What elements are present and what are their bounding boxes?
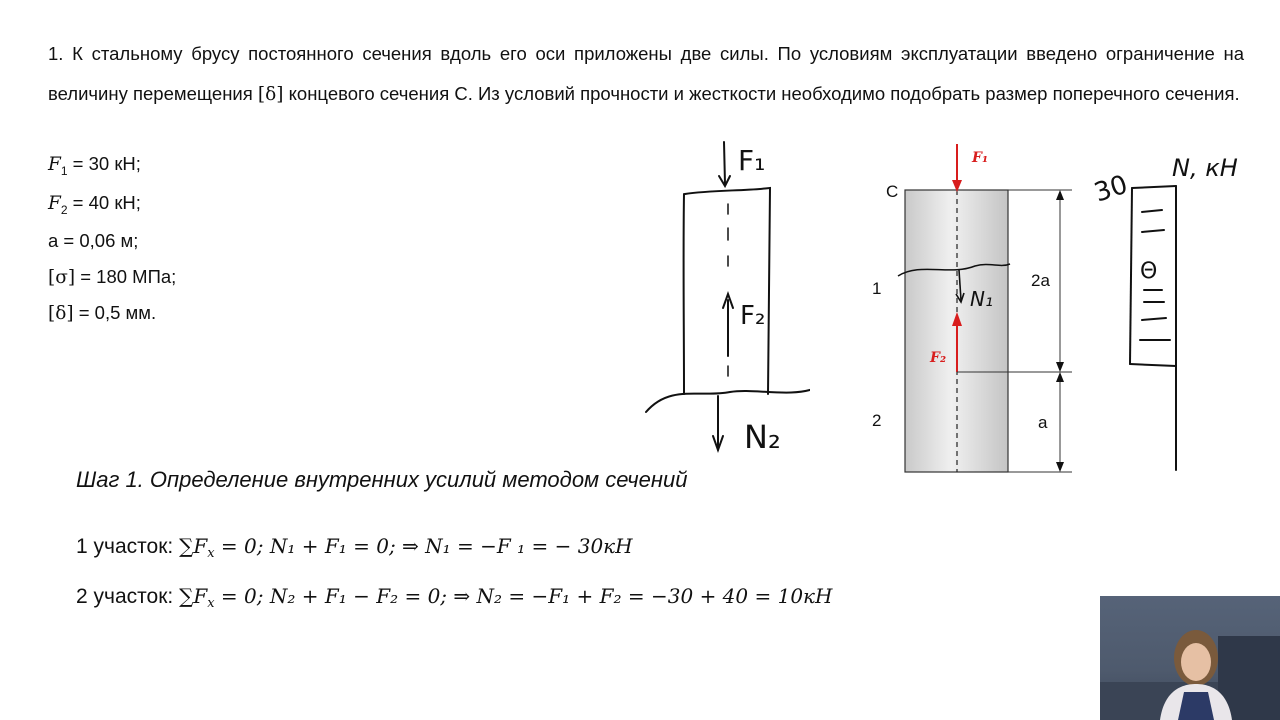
given-delta: [δ] = 0,5 мм. (48, 302, 157, 324)
problem-statement (48, 34, 1244, 114)
diagram-f2-label: F₂ (930, 350, 947, 366)
sketch-f2-label: F₂ (740, 301, 766, 331)
eq2-label: 2 участок: (76, 585, 174, 608)
diagram-f1-label: F₁ (972, 150, 989, 166)
diagram-n1-label: N₁ (970, 287, 993, 311)
section-2-label: 2 (872, 411, 882, 430)
given-values (48, 146, 176, 332)
section-1-label: 1 (872, 279, 882, 298)
given-sigma: [σ] = 180 МПа; (48, 265, 177, 288)
delta-symbol: [δ] (257, 83, 284, 105)
equation-section-2: 2 участок: ∑Fx = 0; N₂ + F₁ − F₂ = 0; ⇒ N₂ = −F₁ + F₂ = −30 + 40 = 10кН (76, 584, 833, 611)
step1-title: Шаг 1. Определение внутренних усилий методом сечений (76, 467, 688, 492)
dimension-2a-label: 2a (1031, 271, 1050, 290)
epure-value-label: 30 (1090, 169, 1132, 209)
presenter-figure (1100, 596, 1280, 720)
hand-sketch-free-body (640, 136, 810, 466)
given-f2: $F_2 = 40$ кН; (48, 191, 141, 217)
point-c-label: C (886, 182, 899, 201)
problem-text-2: концевого сечения С. Из условий прочности и жесткости необходимо подобрать размер поперечного сечения. (288, 82, 1240, 104)
sketch-f1-label: F₁ (738, 144, 766, 177)
epure-sign: Θ (1140, 259, 1158, 284)
given-f1: $F_1 = 30$ кН; (48, 153, 141, 178)
webcam-video-overlay (1100, 596, 1280, 720)
epure-axis-label: N, кН (1172, 154, 1238, 182)
eq1-label: 1 участок: (76, 535, 174, 558)
sketch-n2-label: N₂ (744, 418, 781, 456)
equation-section-1: 1 участок: ∑Fx = 0; N₁ + F₁ = 0; ⇒ N₁ = −F ₁ = − 30кН (76, 534, 633, 561)
problem-number: 1. (48, 43, 64, 64)
problem-text-1: К стальному брусу постоянного сечения вдоль его оси приложены две силы. По условиям эксплуатации введено ограничение на величину перемещения (48, 43, 1245, 104)
bar-diagram (860, 136, 1090, 481)
axial-force-diagram-sketch (1090, 140, 1250, 475)
given-a: a = 0,06 м; (48, 230, 139, 251)
dimension-a-label: a (1038, 413, 1048, 432)
